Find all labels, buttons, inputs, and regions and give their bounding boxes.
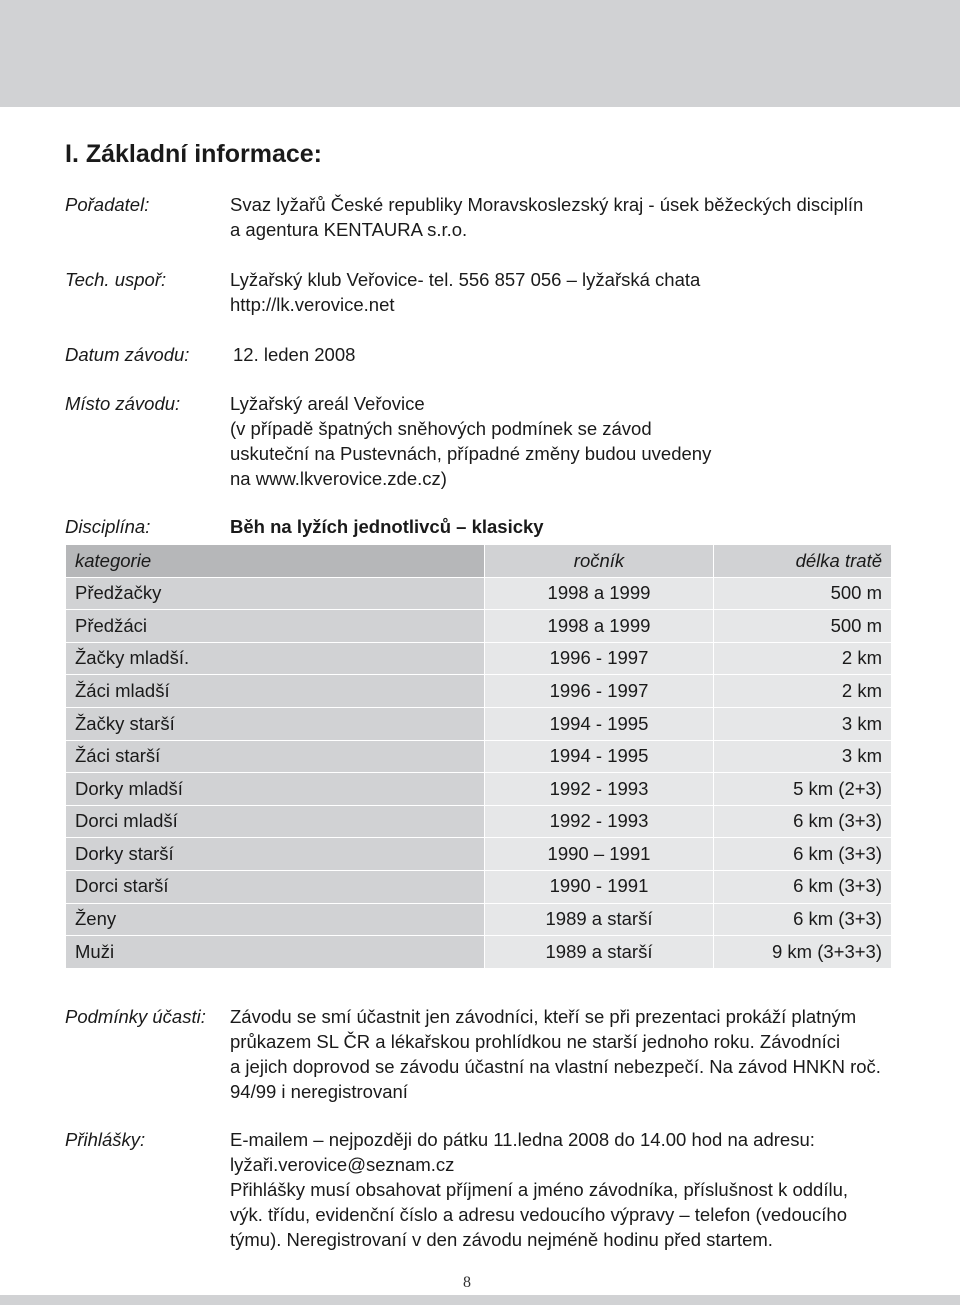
tech-value: Lyžařský klub Veřovice- tel. 556 857 056 – lyžařská chata http://lk.verovice.net: [230, 269, 701, 315]
date-label: Datum závodu:: [65, 344, 190, 365]
table-row: Dorci starší 1990 - 1991 6 km (3+3): [66, 870, 892, 903]
section-heading: I. Základní informace:: [65, 140, 323, 168]
registration-label: Přihlášky:: [65, 1129, 146, 1150]
page-number: 8: [463, 1274, 471, 1291]
table-row: Předžačky 1998 a 1999 500 m: [66, 577, 892, 610]
discipline-value: Běh na lyžích jednotlivců – klasicky: [230, 516, 544, 537]
table-row: Předžáci 1998 a 1999 500 m: [66, 610, 892, 643]
venue-label: Místo závodu:: [65, 393, 181, 414]
conditions-value: Závodu se smí účastnit jen závodníci, kteří se při prezentaci prokáží platným průkazem SL ČR a lékařskou prohlídkou ne starší jednoho roku. Závodníci a jejich doprovod se závodu účastní na vlastní nebezpečí. Na závod HNKN roč. 94/99 i neregistrovaní: [230, 1006, 881, 1102]
tech-label: Tech. uspoř:: [65, 269, 167, 290]
table-row: Muži 1989 a starší 9 km (3+3+3): [66, 936, 892, 969]
header-band: [0, 0, 960, 107]
table-header-row: [66, 545, 892, 578]
organizer-label: Pořadatel:: [65, 194, 150, 215]
footer-band: [0, 1295, 960, 1305]
venue-value: Lyžařský areál Veřovice (v případě špatných sněhových podmínek se závod uskuteční na Pustevnách, případné změny budou uvedeny na www.lkverovice.zde.cz): [230, 393, 712, 489]
registration-value: E-mailem – nejpozději do pátku 11.ledna 2008 do 14.00 hod na adresu: lyžaři.verovice@seznam.cz Přihlášky musí obsahovat příjmení a jméno závodníka, příslušnost k oddílu, výk. třídu, evidenční číslo a adresu vedoucího výpravy – telefon (vedoucího týmu). Neregistrovaní v den závodu nejméně hodinu před startem.: [230, 1129, 848, 1250]
table-row: Dorci mladší 1992 - 1993 6 km (3+3): [66, 805, 892, 838]
table-row: Dorky starší 1990 – 1991 6 km (3+3): [66, 838, 892, 871]
categories-table: [65, 544, 892, 969]
date-value: 12. leden 2008: [233, 344, 356, 365]
table-row: Žáci mladší 1996 - 1997 2 km: [66, 675, 892, 708]
conditions-label: Podmínky účasti:: [65, 1006, 206, 1027]
table-row: Ženy 1989 a starší 6 km (3+3): [66, 903, 892, 936]
header-category: kategorie: [66, 545, 485, 578]
table-row: Žáci starší 1994 - 1995 3 km: [66, 740, 892, 773]
organizer-value: Svaz lyžařů České republiky Moravskoslezský kraj - úsek běžeckých disciplín a agentura KENTAURA s.r.o.: [230, 194, 864, 240]
table-row: Žačky mladší. 1996 - 1997 2 km: [66, 642, 892, 675]
discipline-label: Disciplína:: [65, 516, 151, 537]
header-distance: délka tratě: [714, 545, 892, 578]
table-row: Dorky mladší 1992 - 1993 5 km (2+3): [66, 773, 892, 806]
table-row: Žačky starší 1994 - 1995 3 km: [66, 707, 892, 740]
header-year: ročník: [485, 545, 714, 578]
